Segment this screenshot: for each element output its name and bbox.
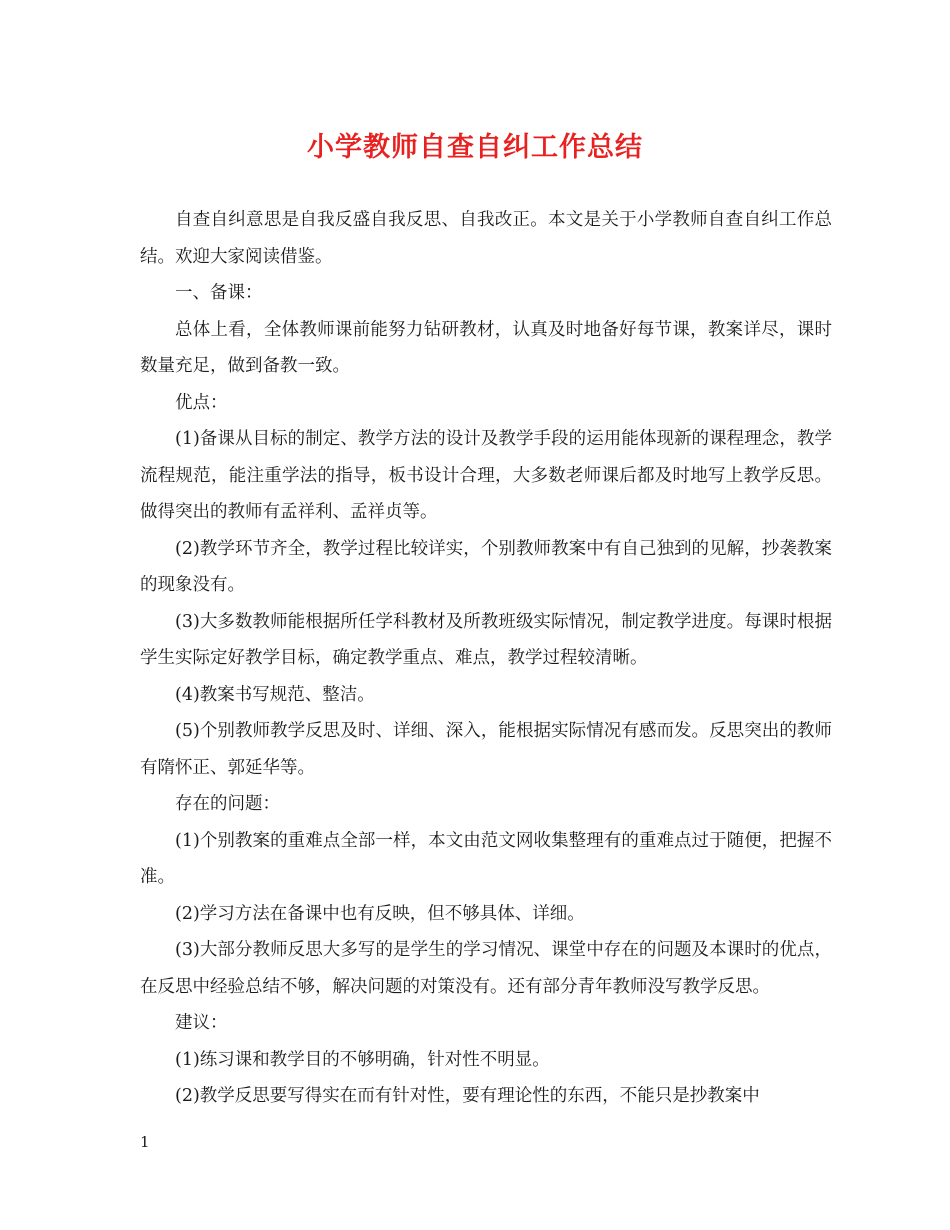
list-item: (2)教学反思要写得实在而有针对性，要有理论性的东西，不能只是抄教案中: [175, 1086, 760, 1106]
page-number: 1: [140, 1133, 150, 1151]
list-item: (1)备课从目标的制定、教学方法的设计及教学手段的运用能体现新的课程理念，教学流程规范，能注重学法的指导，板书设计合理，大多数老师课后都及时地写上教学反思。做得突出的教师有孟祥利、孟祥贞等。: [140, 429, 832, 522]
list-item: (3)大部分教师反思大多写的是学生的学习情况、课堂中存在的问题及本课时的优点，在反思中经验总结不够，解决问题的对策没有。还有部分青年教师没写教学反思。: [140, 940, 832, 997]
list-item: (3)大多数教师能根据所任学科教材及所教班级实际情况，制定教学进度。每课时根据学生实际定好教学目标，确定教学重点、难点，教学过程较清晰。: [140, 611, 832, 668]
subsection-heading: 建议：: [175, 1013, 228, 1033]
paragraph: 自查自纠意思是自我反盛自我反思、自我改正。本文是关于小学教师自查自纠工作总结。欢迎大家阅读借鉴。: [140, 210, 832, 267]
list-item: (5)个别教师教学反思及时、详细、深入，能根据实际情况有感而发。反思突出的教师有隋怀正、郭延华等。: [140, 721, 832, 778]
document-body: [140, 202, 832, 1115]
list-item: (2)教学环节齐全，教学过程比较详实，个别教师教案中有自己独到的见解，抄袭教案的现象没有。: [140, 538, 832, 595]
list-item: (4)教案书写规范、整洁。: [175, 684, 375, 705]
paragraph: 总体上看，全体教师课前能努力钻研教材，认真及时地备好每节课，教案详尽，课时数量充足，做到备教一致。: [140, 319, 832, 376]
page-title: 小学教师自查自纠工作总结: [307, 132, 643, 163]
list-item: (1)个别教案的重难点全部一样，本文由范文网收集整理有的重难点过于随便，把握不准。: [140, 830, 832, 887]
list-item: (1)练习课和教学目的不够明确，针对性不明显。: [175, 1049, 550, 1070]
subsection-heading: 优点：: [175, 392, 228, 413]
list-item: (2)学习方法在备课中也有反映，但不够具体、详细。: [175, 903, 585, 924]
subsection-heading: 存在的问题：: [175, 794, 280, 814]
section-heading: 一、备课：: [175, 283, 263, 303]
